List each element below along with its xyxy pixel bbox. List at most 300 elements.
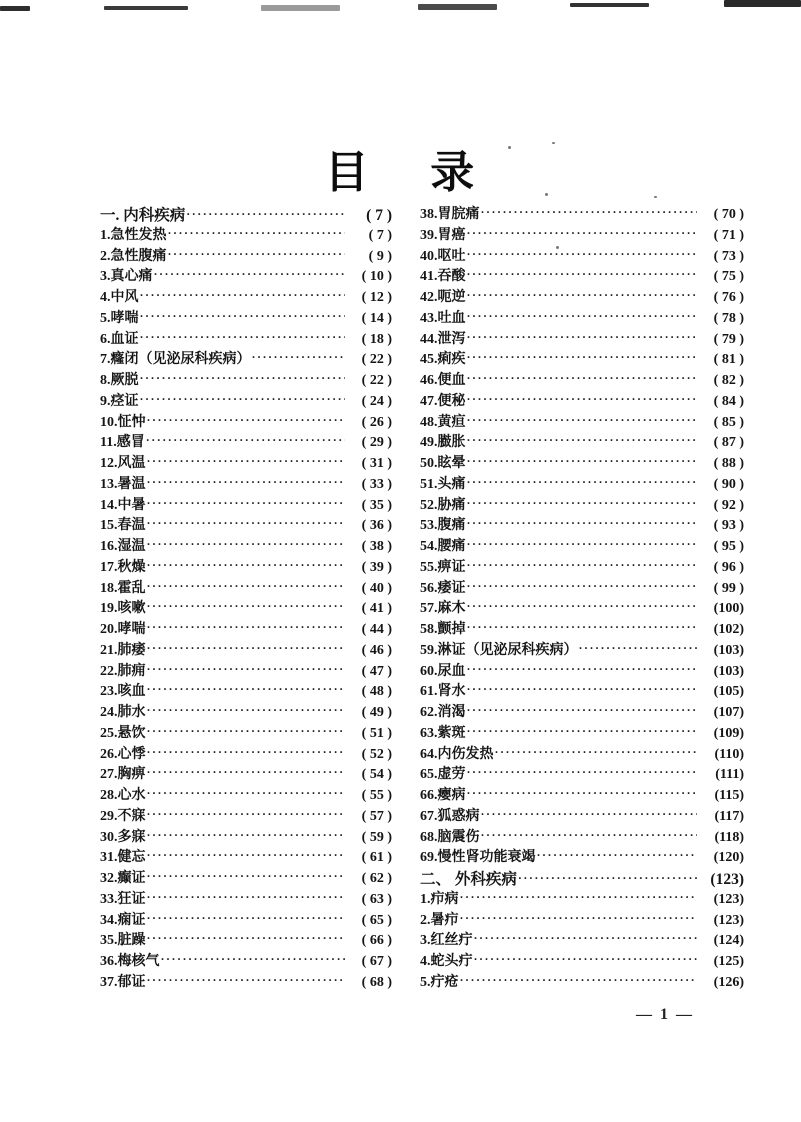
toc-entry-label: 21.肺痿 [100, 642, 146, 658]
toc-entry-page: ( 22 ) [361, 373, 392, 388]
toc-entry-page: ( 75 ) [713, 269, 744, 285]
toc-entry-page: (124) [713, 933, 744, 949]
dot-leader [140, 371, 346, 386]
dot-leader [147, 454, 346, 469]
toc-entry-label: 31.健忘 [100, 850, 146, 866]
toc-entry-label: 66.瘿病 [420, 788, 466, 803]
toc-entry-label: 二、 外科疾病 [420, 871, 517, 888]
toc-entry-label: 4.蛇头疔 [420, 954, 473, 969]
toc-entry-label: 12.风温 [100, 456, 146, 471]
toc-entry-label: 58.颤掉 [420, 622, 466, 637]
toc-entry [100, 826, 392, 847]
toc-entry [100, 411, 392, 432]
toc-entry-label: 45.痢疾 [420, 352, 466, 368]
dot-leader [252, 350, 346, 365]
dot-leader [460, 973, 698, 988]
toc-entry-label: 5.疔疮 [420, 974, 459, 990]
toc-entry [420, 556, 744, 577]
toc-entry [100, 348, 392, 369]
toc-entry-label: 35.脏躁 [100, 933, 146, 949]
toc-entry [420, 494, 744, 515]
dot-leader [147, 890, 346, 905]
toc-entry [420, 286, 744, 307]
toc-entry-page: ( 12 ) [361, 290, 392, 305]
toc-entry-page: ( 96 ) [713, 559, 744, 575]
dot-leader [467, 765, 698, 780]
toc-entry-page: ( 18 ) [361, 331, 392, 347]
toc-entry [100, 597, 392, 618]
toc-entry [420, 763, 744, 784]
dot-leader [467, 247, 698, 262]
toc-entry-page: ( 10 ) [361, 269, 392, 285]
dot-leader [467, 350, 698, 365]
dot-leader [467, 433, 698, 448]
dot-leader [467, 309, 698, 324]
toc-entry-page: ( 70 ) [713, 207, 744, 222]
toc-entry [420, 826, 744, 847]
toc-entry-label: 7.癃闭（见泌尿科疾病） [100, 352, 251, 368]
toc-entry-label: 10.怔忡 [100, 414, 146, 430]
toc-entry-page: ( 54 ) [361, 767, 392, 783]
toc-entry-label: 64.内伤发热 [420, 746, 494, 762]
dot-leader [518, 871, 697, 886]
toc-entry [100, 743, 392, 764]
toc-entry [420, 348, 744, 369]
toc-entry [100, 328, 392, 349]
dot-leader [146, 433, 345, 448]
toc-entry [100, 784, 392, 805]
dot-leader [474, 952, 698, 967]
toc-entry-page: ( 22 ) [361, 352, 392, 368]
toc-entry-page: ( 73 ) [713, 248, 744, 264]
toc-entry-label: 25.悬饮 [100, 725, 146, 741]
toc-entry-page: (100) [713, 601, 744, 617]
toc-entry-page: ( 9 ) [368, 248, 392, 264]
toc-entry [100, 618, 392, 639]
toc-entry-label: 69.慢性肾功能衰竭 [420, 850, 536, 866]
toc-entry [100, 805, 392, 826]
scan-artifact-dash [104, 6, 188, 10]
dot-leader [154, 267, 346, 282]
dot-leader [168, 247, 346, 262]
toc-entry [100, 390, 392, 411]
toc-entry [420, 784, 744, 805]
dot-leader [467, 226, 698, 241]
page-title: 目录 [324, 148, 536, 197]
toc-entry-page: ( 90 ) [713, 476, 744, 492]
toc-entry [100, 265, 392, 286]
toc-entry-page: (120) [713, 850, 744, 866]
toc-entry [420, 680, 744, 701]
dot-leader [147, 579, 346, 594]
toc-entry [100, 514, 392, 535]
toc-entry-label: 30.多寐 [100, 829, 146, 845]
dot-leader [147, 973, 346, 988]
toc-column-right [420, 203, 744, 992]
toc-entry-label: 39.胃癌 [420, 227, 466, 243]
toc-entry [100, 286, 392, 307]
toc-entry-label: 43.吐血 [420, 310, 466, 326]
toc-entry [420, 390, 744, 411]
toc-entry [100, 763, 392, 784]
toc-entry-label: 27.胸痹 [100, 767, 146, 783]
toc-entry [100, 722, 392, 743]
toc-entry-page: ( 57 ) [361, 808, 392, 824]
toc-entry-label: 3.红丝疔 [420, 933, 473, 949]
toc-entry-page: ( 31 ) [361, 456, 392, 471]
toc-entry [100, 680, 392, 701]
toc-entry-page: ( 81 ) [713, 352, 744, 368]
toc-entry-page: (103) [713, 663, 744, 679]
toc-section-header [100, 203, 392, 224]
toc-entry-page: ( 85 ) [713, 414, 744, 430]
toc-entry [420, 701, 744, 722]
dot-leader [147, 641, 346, 656]
toc-entry-label: 41.吞酸 [420, 269, 466, 285]
toc-entry-page: ( 76 ) [713, 290, 744, 305]
toc-entry-page: ( 40 ) [361, 580, 392, 596]
dot-leader [147, 662, 346, 677]
toc-entry-page: ( 39 ) [361, 559, 392, 575]
toc-entry-page: (126) [713, 974, 744, 990]
toc-entry [420, 743, 744, 764]
toc-entry [420, 950, 744, 971]
toc-entry-page: (123) [713, 891, 744, 907]
toc-entry-page: ( 49 ) [361, 705, 392, 720]
toc-entry-page: ( 44 ) [361, 622, 392, 637]
dot-leader [147, 703, 346, 718]
scan-artifact-dash [418, 4, 497, 10]
toc-entry-page: ( 93 ) [713, 518, 744, 534]
toc-entry [100, 224, 392, 245]
toc-entry [100, 971, 392, 992]
toc-entry-page: ( 82 ) [713, 373, 744, 388]
toc-entry-label: 22.肺痈 [100, 663, 146, 679]
toc-entry-page: ( 63 ) [361, 891, 392, 907]
dot-leader [147, 828, 346, 843]
dot-leader [140, 309, 346, 324]
toc-entry [100, 577, 392, 598]
toc-entry-label: 54.腰痛 [420, 539, 466, 554]
toc-entry-page: ( 95 ) [713, 539, 744, 554]
dot-leader [467, 413, 698, 428]
dot-leader [467, 392, 698, 407]
toc-entry [420, 639, 744, 660]
dot-leader [467, 330, 698, 345]
toc-entry-page: (123) [710, 871, 744, 888]
toc-entry [100, 245, 392, 266]
toc-entry-label: 60.尿血 [420, 663, 466, 679]
toc-entry [420, 929, 744, 950]
toc-entry-page: ( 33 ) [361, 476, 392, 492]
dot-leader [140, 288, 346, 303]
toc-entry [420, 307, 744, 328]
toc-entry-page: ( 68 ) [361, 974, 392, 990]
dot-leader [579, 641, 698, 656]
toc-entry-label: 一. 内科疾病 [100, 207, 186, 224]
toc-entry [100, 494, 392, 515]
toc-entry-label: 2.暑疖 [420, 912, 459, 928]
toc-entry-page: ( 87 ) [713, 435, 744, 451]
toc-entry-label: 26.心悸 [100, 746, 146, 762]
toc-entry-page: (125) [713, 954, 744, 969]
toc-entry [100, 909, 392, 930]
toc-entry-page: (123) [713, 912, 744, 928]
toc-entry-page: ( 7 ) [368, 227, 392, 243]
toc-entry-label: 56.痿证 [420, 580, 466, 596]
dot-leader [467, 537, 698, 552]
dot-leader [147, 413, 346, 428]
dot-leader [460, 911, 698, 926]
toc-entry-label: 40.呕吐 [420, 248, 466, 264]
dot-leader [467, 620, 698, 635]
toc-entry [100, 701, 392, 722]
toc-entry-label: 36.梅核气 [100, 954, 160, 969]
toc-entry [420, 846, 744, 867]
toc-entry-label: 62.消渴 [420, 705, 466, 720]
dot-leader [140, 330, 346, 345]
toc-entry-page: ( 46 ) [361, 642, 392, 658]
dot-leader [460, 890, 698, 905]
toc-entry-label: 4.中风 [100, 290, 139, 305]
toc-entry-label: 14.中暑 [100, 497, 146, 513]
toc-entry-page: ( 48 ) [361, 684, 392, 700]
toc-entry-page: ( 41 ) [361, 601, 392, 617]
toc-entry-page: ( 35 ) [361, 497, 392, 513]
toc-entry-label: 52.胁痛 [420, 497, 466, 513]
dot-leader [147, 869, 346, 884]
scan-artifact-dash [261, 5, 340, 11]
toc-entry-label: 24.肺水 [100, 705, 146, 720]
toc-entry-label: 9.痉证 [100, 393, 139, 409]
dot-leader [467, 786, 698, 801]
toc-entry-page: (109) [713, 725, 744, 741]
dot-leader [147, 765, 346, 780]
toc-entry-label: 48.黄疸 [420, 414, 466, 430]
dot-leader [147, 496, 346, 511]
toc-entry-label: 55.痹证 [420, 559, 466, 575]
toc-entry-label: 3.真心痛 [100, 269, 153, 285]
toc-entry [100, 452, 392, 473]
dot-leader [467, 662, 698, 677]
toc-entry-page: ( 26 ) [361, 414, 392, 430]
dot-leader [147, 475, 346, 490]
toc-entry [420, 577, 744, 598]
dot-leader [467, 454, 698, 469]
toc-entry [100, 888, 392, 909]
dot-leader [140, 392, 346, 407]
toc-entry-label: 68.脑震伤 [420, 829, 480, 845]
toc-entry [100, 929, 392, 950]
dot-leader [467, 371, 698, 386]
dot-leader [147, 516, 346, 531]
toc-entry-page: ( 14 ) [361, 310, 392, 326]
toc-entry [420, 722, 744, 743]
toc-entry-label: 5.哮喘 [100, 310, 139, 326]
dot-leader [168, 226, 346, 241]
dot-leader [537, 848, 698, 863]
dot-leader [467, 599, 698, 614]
toc-entry-label: 61.肾水 [420, 684, 466, 700]
scan-artifact-dash [0, 6, 30, 11]
toc-entry [420, 535, 744, 556]
dot-leader [147, 558, 346, 573]
dot-leader [161, 952, 346, 967]
toc-entry-label: 46.便血 [420, 373, 466, 388]
toc-entry [420, 971, 744, 992]
toc-entry-label: 44.泄泻 [420, 331, 466, 347]
toc-entry-page: (118) [714, 829, 744, 845]
toc-entry-page: ( 36 ) [361, 518, 392, 534]
toc-section-header [420, 867, 744, 888]
toc-entry-label: 59.淋证（见泌尿科疾病） [420, 642, 578, 658]
toc-entry-page: ( 61 ) [361, 850, 392, 866]
toc-entry-label: 15.春温 [100, 518, 146, 534]
dot-leader [467, 516, 698, 531]
dot-leader [467, 288, 698, 303]
toc-entry [100, 307, 392, 328]
dot-leader [147, 848, 346, 863]
page-number-footer: — 1 — [636, 1006, 694, 1023]
toc-entry-page: (105) [713, 684, 744, 700]
toc-entry-label: 18.霍乱 [100, 580, 146, 596]
toc-entry [100, 473, 392, 494]
dot-leader [147, 745, 346, 760]
toc-entry-label: 50.眩晕 [420, 456, 466, 471]
toc-entry-page: ( 55 ) [361, 788, 392, 803]
toc-entry-label: 67.狐惑病 [420, 808, 480, 824]
toc-entry [420, 411, 744, 432]
toc-entry [100, 639, 392, 660]
toc-entry-label: 13.暑温 [100, 476, 146, 492]
toc-entry [420, 224, 744, 245]
toc-entry-label: 53.腹痛 [420, 518, 466, 534]
toc-entry [100, 660, 392, 681]
toc-entry-page: ( 51 ) [361, 725, 392, 741]
dot-leader [147, 807, 346, 822]
toc-entry-page: ( 62 ) [361, 871, 392, 886]
dot-leader [474, 931, 698, 946]
toc-entry [100, 950, 392, 971]
toc-entry-page: ( 24 ) [361, 393, 392, 409]
toc-entry-label: 23.咳血 [100, 684, 146, 700]
dot-leader [467, 724, 698, 739]
toc-entry-label: 49.臌胀 [420, 435, 466, 451]
toc-entry-label: 63.紫斑 [420, 725, 466, 741]
toc-entry [420, 328, 744, 349]
toc-entry [420, 514, 744, 535]
toc-entry [420, 909, 744, 930]
toc-entry-label: 42.呃逆 [420, 290, 466, 305]
toc-entry-page: ( 7 ) [366, 207, 392, 224]
toc-entry-label: 33.狂证 [100, 891, 146, 907]
toc-entry-page: ( 67 ) [361, 954, 392, 969]
toc-entry-label: 1.疖病 [420, 891, 459, 907]
toc-entry-label: 51.头痛 [420, 476, 466, 492]
toc-entry-label: 2.急性腹痛 [100, 248, 167, 264]
toc-entry-page: (115) [714, 788, 744, 803]
toc-entry-label: 57.麻木 [420, 601, 466, 617]
toc-entry-page: (111) [715, 767, 744, 783]
dot-leader [481, 205, 698, 220]
toc-entry-label: 65.虚劳 [420, 767, 466, 783]
toc-entry-label: 28.心水 [100, 788, 146, 803]
dot-leader [495, 745, 698, 760]
toc-column-left [100, 203, 392, 992]
toc-entry-page: ( 65 ) [361, 912, 392, 928]
toc-entry [420, 805, 744, 826]
toc-entry [420, 265, 744, 286]
toc-entry-label: 37.郁证 [100, 974, 146, 990]
scan-artifact-dash [724, 0, 801, 7]
toc-entry-page: ( 88 ) [713, 456, 744, 471]
toc-entry-page: ( 92 ) [713, 497, 744, 513]
toc-entry-page: ( 84 ) [713, 393, 744, 409]
toc-entry-label: 47.便秘 [420, 393, 466, 409]
toc-entry [100, 369, 392, 390]
toc-entry [420, 618, 744, 639]
dot-leader [467, 558, 698, 573]
toc-entry-page: ( 52 ) [361, 746, 392, 762]
toc-entry-page: ( 59 ) [361, 829, 392, 845]
toc-entry-page: ( 71 ) [713, 227, 744, 243]
toc-entry-label: 17.秋燥 [100, 559, 146, 575]
toc-entry-page: (102) [713, 622, 744, 637]
toc-entry [100, 535, 392, 556]
dot-leader [481, 828, 698, 843]
dot-leader [467, 703, 698, 718]
dot-leader [147, 786, 346, 801]
toc-entry [420, 473, 744, 494]
toc-entry-page: ( 29 ) [361, 435, 392, 451]
toc-entry-label: 16.湿温 [100, 539, 146, 554]
toc-entry-label: 20.哮喘 [100, 622, 146, 637]
toc-entry-label: 34.痫证 [100, 912, 146, 928]
toc-entry-label: 6.血证 [100, 331, 139, 347]
toc-entry [420, 597, 744, 618]
toc-entry-page: (103) [713, 642, 744, 658]
toc-entry-page: ( 78 ) [713, 310, 744, 326]
dot-leader [467, 682, 698, 697]
toc-entry-page: ( 79 ) [713, 331, 744, 347]
toc-entry-label: 1.急性发热 [100, 227, 167, 243]
dot-leader [467, 475, 698, 490]
dot-leader [467, 496, 698, 511]
toc-entry [420, 245, 744, 266]
dot-leader [481, 807, 698, 822]
toc-entry [100, 867, 392, 888]
toc-entry-label: 11.感冒 [100, 435, 145, 451]
dot-leader [147, 911, 346, 926]
dot-leader [147, 620, 346, 635]
toc-entry [100, 556, 392, 577]
scan-artifact-dash [570, 3, 649, 7]
toc-entry-page: ( 99 ) [713, 580, 744, 596]
toc-entry-label: 19.咳嗽 [100, 601, 146, 617]
toc-entry-label: 8.厥脱 [100, 373, 139, 388]
dot-leader [467, 579, 698, 594]
dot-leader [147, 682, 346, 697]
dot-leader [147, 537, 346, 552]
dot-leader [147, 931, 346, 946]
toc-entry-label: 38.胃脘痛 [420, 207, 480, 222]
toc-entry-page: ( 66 ) [361, 933, 392, 949]
toc-entry-label: 29.不寐 [100, 808, 146, 824]
toc-entry-label: 32.癫证 [100, 871, 146, 886]
toc-entry [100, 431, 392, 452]
dot-leader [147, 724, 346, 739]
toc-entry [420, 369, 744, 390]
